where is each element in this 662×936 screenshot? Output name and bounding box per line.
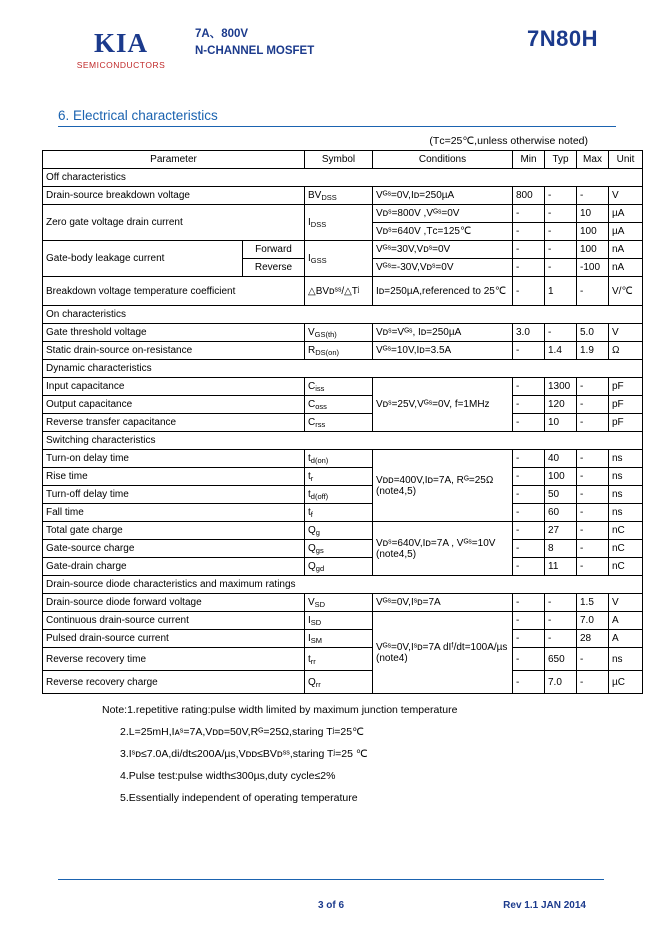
spec-line-current-voltage: 7A、800V [195,28,249,40]
table-row [43,648,643,671]
row-symbol: $I_{GSS}$ [305,241,373,277]
row-unit: V [609,594,643,612]
row-param: Output capacitance [43,396,305,414]
row-typ: 8 [545,540,577,558]
row-min: - [513,450,545,468]
row-max: -100 [577,259,609,277]
row-min: - [513,241,545,259]
row-param: Drain-source breakdown voltage [43,187,305,205]
row-max: - [577,450,609,468]
row-param: Drain-source diode forward voltage [43,594,305,612]
table-row [43,241,643,259]
table-row [43,396,643,414]
row-symbol: $V_{SD}$ [305,594,373,612]
row-min: 3.0 [513,324,545,342]
section-title: 6. Electrical characteristics [58,108,218,123]
table-row [43,414,643,432]
row-unit: ns [609,504,643,522]
row-symbol: $I_{SD}$ [305,612,373,630]
note-item: Note:1.repetitive rating:pulse width limited by maximum junction temperature [102,704,458,716]
row-unit: V [609,324,643,342]
row-typ: - [545,594,577,612]
row-symbol: $I_{SM}$ [305,630,373,648]
table-row [43,630,643,648]
row-unit: pF [609,378,643,396]
row-cond: Vᴳˢ=30V,Vᴅˢ=0V [373,241,513,259]
row-param: Gate-source charge [43,540,305,558]
row-param: Total gate charge [43,522,305,540]
row-unit: pF [609,414,643,432]
row-symbol: $V_{GS(th)}$ [305,324,373,342]
row-min: - [513,671,545,694]
row-symbol: $R_{DS(on)}$ [305,342,373,360]
row-unit: ns [609,648,643,671]
row-unit: nC [609,558,643,576]
table-row [43,540,643,558]
revision-label: Rev 1.1 JAN 2014 [503,900,586,911]
row-symbol: $BV_{DSS}$ [305,187,373,205]
row-unit: µA [609,205,643,223]
row-max: 1.9 [577,342,609,360]
row-typ: 650 [545,648,577,671]
row-typ: - [545,205,577,223]
header-unit: Unit [609,151,643,169]
table-row [43,205,643,223]
table-row [43,378,643,396]
row-unit: nC [609,522,643,540]
row-typ: - [545,324,577,342]
table-row [43,277,643,306]
note-item: 4.Pulse test:pulse width≤300µs,duty cycle≤2% [120,770,336,782]
row-typ: 1300 [545,378,577,396]
row-max: - [577,648,609,671]
header-symbol: Symbol [305,151,373,169]
notes-list [102,704,622,804]
row-cond-diode: Vᴳˢ=0V,Iˢᴅ=7A dIᶠ/dt=100A/µs (note4) [373,612,513,694]
footer-rule [58,879,604,880]
spec-line-type: N-CHANNEL MOSFET [195,45,315,57]
row-param: Gate-drain charge [43,558,305,576]
table-row [43,522,643,540]
electrical-characteristics-table [42,150,643,694]
table-header-row [43,151,643,169]
row-unit: V [609,187,643,205]
row-param: Reverse transfer capacitance [43,414,305,432]
row-typ: - [545,259,577,277]
table-group-row [43,360,643,378]
row-cond: Vᴳˢ=0V,Iˢᴅ=7A [373,594,513,612]
row-typ: 120 [545,396,577,414]
section-title-rule [58,126,616,127]
company-logo [56,30,186,70]
row-typ: 11 [545,558,577,576]
row-param: Fall time [43,504,305,522]
row-min: - [513,648,545,671]
row-min: - [513,558,545,576]
table-group-row [43,306,643,324]
row-symbol: $Q_{gs}$ [305,540,373,558]
row-unit: V/℃ [609,277,643,306]
row-symbol: $t_{d(on)}$ [305,450,373,468]
row-cond: Vᴅˢ=Vᴳˢ, Iᴅ=250µA [373,324,513,342]
table-row [43,450,643,468]
row-max: - [577,414,609,432]
row-unit: pF [609,396,643,414]
header-max: Max [577,151,609,169]
table-row [43,558,643,576]
row-sublabel: Forward [243,241,305,259]
table-row [43,468,643,486]
row-cond-charge: Vᴅˢ=640V,Iᴅ=7A , Vᴳˢ=10V (note4,5) [373,522,513,576]
row-max: - [577,396,609,414]
row-symbol: $t_{rr}$ [305,648,373,671]
table-row [43,504,643,522]
row-typ: - [545,223,577,241]
row-param: Input capacitance [43,378,305,396]
group-label-off: Off characteristics [43,169,643,187]
row-unit: A [609,612,643,630]
row-max: - [577,378,609,396]
row-min: - [513,594,545,612]
row-typ: 7.0 [545,671,577,694]
row-min: - [513,504,545,522]
header-parameter: Parameter [43,151,305,169]
row-symbol: $C_{oss}$ [305,396,373,414]
row-min: - [513,522,545,540]
row-typ: - [545,612,577,630]
test-conditions-note: (Tᴄ=25℃,unless otherwise noted) [429,135,588,147]
row-symbol: $t_f$ [305,504,373,522]
row-typ: - [545,241,577,259]
row-typ: 1 [545,277,577,306]
row-min: - [513,612,545,630]
row-min: - [513,223,545,241]
row-sublabel: Reverse [243,259,305,277]
row-min: - [513,468,545,486]
row-min: - [513,486,545,504]
row-max: - [577,558,609,576]
row-max: - [577,540,609,558]
row-max: 1.5 [577,594,609,612]
row-max: - [577,187,609,205]
row-min: - [513,259,545,277]
logo-subtitle: SEMICONDUCTORS [76,60,166,70]
row-unit: nA [609,241,643,259]
row-unit: nA [609,259,643,277]
row-unit: nC [609,540,643,558]
row-min: - [513,630,545,648]
row-max: - [577,504,609,522]
group-label-switching: Switching characteristics [43,432,643,450]
row-max: - [577,522,609,540]
group-label-on: On characteristics [43,306,643,324]
row-symbol: $C_{rss}$ [305,414,373,432]
page-header [40,0,622,86]
row-param: Static drain-source on-resistance [43,342,305,360]
row-max: 28 [577,630,609,648]
table-row [43,594,643,612]
header-min: Min [513,151,545,169]
row-symbol: $Q_{rr}$ [305,671,373,694]
table-row [43,612,643,630]
table-row [43,342,643,360]
note-item: 2.L=25mH,Iᴀˢ=7A,Vᴅᴅ=50V,Rᴳ=25Ω,staring Tʲ=25℃ [120,726,364,738]
group-label-dynamic: Dynamic characteristics [43,360,643,378]
note-item: 5.Essentially independent of operating temperature [120,792,358,804]
row-typ: 1.4 [545,342,577,360]
row-unit: ns [609,450,643,468]
row-param: Pulsed drain-source current [43,630,305,648]
row-symbol: △BVᴅˢˢ/△Tʲ [305,277,373,306]
row-min: 800 [513,187,545,205]
part-spec-summary [195,26,314,60]
row-cond: Vᴳˢ=10V,Iᴅ=3.5A [373,342,513,360]
table-row [43,187,643,205]
row-symbol: $t_r$ [305,468,373,486]
row-symbol: $Q_g$ [305,522,373,540]
table-row [43,486,643,504]
row-typ: - [545,630,577,648]
header-conditions: Conditions [373,151,513,169]
row-param: Gate-body leakage current [43,241,243,277]
row-param: Turn-off delay time [43,486,305,504]
row-typ: 50 [545,486,577,504]
row-param: Continuous drain-source current [43,612,305,630]
row-param: Breakdown voltage temperature coefficient [43,277,305,306]
logo-text: KIA [93,28,148,58]
row-unit: ns [609,486,643,504]
row-unit: µC [609,671,643,694]
note-item: 3.Iˢᴅ≤7.0A,di/dt≤200A/µs,Vᴅᴅ≤BVᴅˢˢ,staring Tʲ=25 ℃ [120,748,368,760]
row-symbol: $C_{iss}$ [305,378,373,396]
row-cond: Iᴅ=250µA,referenced to 25℃ [373,277,513,306]
row-max: - [577,468,609,486]
row-max: 7.0 [577,612,609,630]
row-param: Turn-on delay time [43,450,305,468]
row-cond-switching: Vᴅᴅ=400V,Iᴅ=7A, Rᴳ=25Ω (note4,5) [373,450,513,522]
row-param: Rise time [43,468,305,486]
table-group-row [43,432,643,450]
row-min: - [513,342,545,360]
row-max: 100 [577,223,609,241]
row-cond: Vᴳˢ=-30V,Vᴅˢ=0V [373,259,513,277]
row-symbol: $t_{d(off)}$ [305,486,373,504]
table-group-row [43,576,643,594]
part-number: 7N80H [527,26,598,51]
row-max: 10 [577,205,609,223]
row-cond-capacitance: Vᴅˢ=25V,Vᴳˢ=0V, f=1MHz [373,378,513,432]
row-param: Reverse recovery charge [43,671,305,694]
row-unit: µA [609,223,643,241]
row-unit: ns [609,468,643,486]
row-typ: 60 [545,504,577,522]
row-cond: Vᴅˢ=640V ,Tᴄ=125℃ [373,223,513,241]
row-max: - [577,277,609,306]
row-unit: A [609,630,643,648]
row-param: Reverse recovery time [43,648,305,671]
row-min: - [513,540,545,558]
table-group-row [43,169,643,187]
row-min: - [513,414,545,432]
row-max: - [577,486,609,504]
row-cond: Vᴳˢ=0V,Iᴅ=250µA [373,187,513,205]
row-typ: 100 [545,468,577,486]
row-max: 5.0 [577,324,609,342]
header-typ: Typ [545,151,577,169]
row-param: Gate threshold voltage [43,324,305,342]
row-typ: 40 [545,450,577,468]
row-typ: 10 [545,414,577,432]
row-min: - [513,378,545,396]
row-unit: Ω [609,342,643,360]
table-row [43,324,643,342]
row-typ: - [545,187,577,205]
group-label-diode: Drain-source diode characteristics and maximum ratings [43,576,643,594]
table-row [43,671,643,694]
row-param: Zero gate voltage drain current [43,205,305,241]
row-typ: 27 [545,522,577,540]
row-max: 100 [577,241,609,259]
row-min: - [513,396,545,414]
row-symbol: $Q_{gd}$ [305,558,373,576]
row-symbol: $I_{DSS}$ [305,205,373,241]
row-min: - [513,277,545,306]
row-cond: Vᴅˢ=800V ,Vᴳˢ=0V [373,205,513,223]
row-max: - [577,671,609,694]
page-number: 3 of 6 [317,900,345,911]
row-min: - [513,205,545,223]
